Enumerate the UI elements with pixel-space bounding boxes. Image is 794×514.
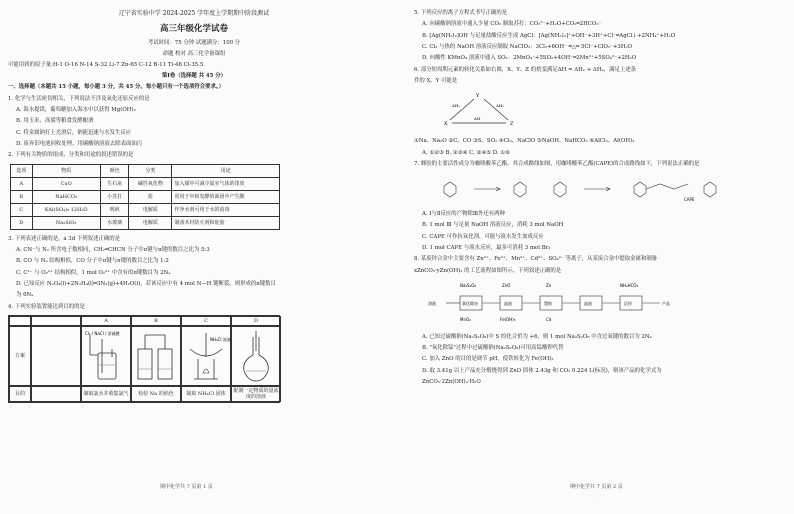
flow-step: 沉锌 — [624, 301, 632, 306]
table-cell: 制备木材防火剂和硅胶 — [172, 216, 280, 229]
q8-option-b: B. "氧化除锰"过程中过硫酸钠(Na₂S₂O₈)可用高锰酸钾代替 — [422, 345, 564, 352]
q3-option-b: B. CO 与 N₂ 结构相似，CO 分子中σ键与π键的数目之比为 1:2 — [16, 258, 169, 265]
q3-option-a: A. CN⁻与 N₂ 所含电子数相同，CH₂═CHCN 分子中σ键与π键的数目之比为 5:3 — [16, 247, 210, 254]
table-cell: 电解质 — [129, 203, 172, 216]
flow-reagent: Na₂S₂O₈ — [460, 283, 476, 288]
question-6: 6. 部分短周期元素的转化关系如右图，X、Y、Z 的焓变满足ΔH = ΔH₁ + ΔH₂，满足上述条 — [414, 66, 637, 73]
table-cell: KAl(SO₄)₂·12H₂O — [32, 203, 100, 216]
section-title: 第Ⅰ卷（选择题 共 45 分） — [161, 72, 227, 79]
flow-reagent: NH₄HCO₃ — [620, 283, 639, 288]
q1-option-b: B. 用玉米、高粱等粮食发酵酿酒 — [16, 118, 94, 125]
node-x: X — [444, 121, 448, 128]
table-cell: 盐 — [129, 190, 172, 203]
q1-option-d: D. 废弃旧电池回收处理，用碳酸钠溶液去除表面油污 — [16, 141, 143, 148]
exp-label-d: D — [231, 316, 281, 326]
enthalpy-cycle-diagram — [434, 89, 524, 129]
q8-option-d-cont: ZnCO₃·2Zn(OH)₂·H₂O — [422, 379, 481, 386]
flow-reagent: ZnO — [502, 283, 511, 288]
exp-purpose-label: 目的 — [9, 386, 31, 402]
exp-purpose-d: 配制一定物质的量浓度的溶液 — [231, 386, 281, 402]
q4-experiment-table — [8, 315, 280, 403]
exp-purpose-c: 制取 NH₄Cl 固体 — [181, 386, 231, 402]
cape-label: CAPE — [684, 197, 695, 203]
flow-step: 氧化除杂 — [462, 301, 478, 306]
exp-c-reagent: NH₄Cl 溶液 — [210, 337, 231, 343]
table-header: 分类 — [129, 164, 172, 177]
q5-option-d: D. 向酸性 KMnO₄ 溶液中通入 SO₂：2MnO₄⁻+5SO₂+4OH⁻═2Mn²⁺+5SO₄²⁻+2H₂O — [422, 55, 637, 62]
q8-option-a: A. 已知过硫酸钠(Na₂S₂O₈)中 S 的化合价为 +6，则 1 mol Na₂S₂O₈ 中含过氧键的数目为 2Nₐ — [422, 333, 652, 340]
dh-label: ΔH — [474, 116, 481, 122]
q3-option-c: C. C²⁻ 与 O₂²⁺ 结构相似，1 mol O₂²⁺ 中含有的π键数目为 2Nₐ — [16, 269, 171, 276]
table-header-row — [11, 164, 280, 177]
dh1-label: ΔH₁ — [452, 103, 460, 109]
q2-table — [10, 164, 280, 230]
question-5: 5. 下列反应的离子方程式书写正确的是 — [414, 10, 508, 16]
exp-label-b: B — [131, 316, 181, 326]
node-z: Z — [510, 121, 514, 128]
school-header: 辽宁省实验中学 2024-2025 学年度上学期期中阶段测试 — [118, 10, 270, 17]
table-cell: 生石灰 — [100, 177, 129, 190]
node-y: Y — [476, 93, 480, 100]
q5-option-c: C. Cl₂ 与热的 NaOH 溶液反应制取 NaClO₃：3Cl₂+6OH⁻ ═△═ 5Cl⁻+ClO₃⁻+3H₂O — [422, 44, 633, 51]
table-header: 颜色 — [100, 164, 129, 177]
scan-mark: · — [594, 498, 596, 504]
question-3: 3. 下列表述正确的是，a 3d 下列叙述正确的是 — [8, 235, 121, 242]
right-page-footer: 期中化学共 7 页第 2 页 — [570, 484, 623, 490]
table-row — [11, 190, 280, 203]
table-row — [11, 203, 280, 216]
question-8: 8. 某废锌合金中主要含有 Zn²⁺、Fe²⁺、Mn²⁺、Cd²⁺、SO₄²⁻ 等离子，从某废合金中提取金属和制备 — [414, 256, 658, 263]
table-cell: 明矾 — [100, 203, 129, 216]
exp-label-c: C — [181, 316, 231, 326]
left-page-footer: 期中化学共 7 页第 1 页 — [160, 484, 213, 490]
q6-triangle-diagram — [434, 89, 786, 132]
q7-synthesis-scheme — [434, 172, 786, 205]
exp-apparatus-a — [81, 326, 131, 386]
exp-apparatus-c — [181, 326, 231, 386]
table-cell: 小苏打 — [100, 190, 129, 203]
table-cell: 加入煤中可减少温室气体的排放 — [172, 177, 280, 190]
evaporating-dish-icon — [184, 329, 231, 383]
table-cell: C — [11, 203, 33, 216]
table-header: 物质 — [32, 164, 100, 177]
question-2: 2. 下列有关物质的组成、分类和用途的叙述错误的是 — [8, 152, 134, 159]
q1-option-a: A. 海水提镁，葡萄糖加入海水中以获得 Mg(OH)₂ — [16, 107, 136, 113]
table-cell: Na₂SiO₃ — [32, 216, 100, 229]
exp-label-a: A — [81, 316, 131, 326]
q8-option-d: D. 取 3.41g 以上产品充分煅烧得到 ZnO 固体 2.43g 和 CO₂ 0.224 L(标况)，则该产品的化学式为 — [422, 367, 662, 374]
q7-option-d: D. 1 mol CAPE 与溴水反应，最多可消耗 3 mol Br₂ — [422, 244, 551, 251]
question-7: 7. 蜂胶的主要活性成分为咖啡酸苯乙酯，其合成路线如图，用咖啡酸苯乙酯(CAPE)的合成路线如下，下列说法正确的是 — [414, 160, 700, 167]
exp-apparatus-b — [131, 326, 181, 386]
table-cell: B — [11, 190, 33, 203]
table-cell: 常用于中和发酵的面团中产生酸 — [172, 190, 280, 203]
molecule-structures-icon — [434, 172, 764, 202]
table-cell: 电解质 — [129, 216, 172, 229]
exp-row-label: 方案 — [9, 326, 31, 386]
q8-process-flow — [424, 279, 786, 328]
flow-step: 置换 — [544, 301, 552, 306]
table-cell: 碱性氧化物 — [129, 177, 172, 190]
flow-residue: MnO₂ — [460, 317, 471, 322]
flame-test-icon — [134, 329, 178, 383]
authors: 命题 校对 高三化学备课组 — [162, 50, 226, 57]
q7-option-c: C. CAPE 可作抗氧化剂，可能与溴水发生加成反应 — [422, 233, 544, 240]
question-1: 1. 化学与生活密切相关，下列说法不涉及氧化还原反应的是 — [8, 95, 150, 102]
flowchart-diagram — [424, 279, 724, 325]
table-header: 用途 — [172, 164, 280, 177]
question-6-cont: 件的 X、Y 可能是 — [414, 78, 458, 85]
section-instructions: 一、选择题（本题共 15 小题，每小题 3 分，共 45 分。每小题只有一个选项符合要求。） — [8, 84, 224, 91]
q5-option-a: A. 向碳酸钠溶液中通入少量 CO₂ 制取苏打：CO₃²⁻+H₂O+CO₂═2HCO₃⁻ — [422, 21, 602, 28]
q1-option-c: C. 将金属钠打上光滑后，钠能迅速与水发生反应 — [16, 129, 132, 136]
table-header: 选项 — [11, 164, 33, 177]
exam-title: 高三年级化学试卷 — [159, 23, 228, 34]
exp-a-reagent: Cl₂ / NaCl / 浓硫酸 — [85, 331, 120, 337]
q3-option-d: D. 已知反应 N₂O₄(l)+2N₂H₄(l)═3N₂(g)+4H₂O(l)，若该反应中有 4 mol N—H 键断裂，则形成的π键数目 — [16, 281, 276, 288]
q6-items: ①Na、Na₂O ②C、CO ③S、SO₂ ④Cl₂、NaClO ⑤NaOH、NaHCO₃ ⑥AlCl₃、Al(OH)₃ — [414, 138, 635, 145]
exp-purpose-b: 检验 Na 的焰色 — [131, 386, 181, 402]
flow-step: 溶液 — [428, 301, 436, 306]
table-cell: D — [11, 216, 33, 229]
exp-apparatus-d — [231, 326, 281, 386]
q5-option-b: B. [Ag(NH₃)₂]OH 与足量盐酸反应生成 AgCl：[Ag(NH₃)₂]⁺+OH⁻+3H⁺+Cl⁻═AgCl↓+2NH₄⁺+H₂O — [422, 32, 676, 39]
table-cell: NaHCO₃ — [32, 190, 100, 203]
flow-residue: Fe(OH)₃ — [500, 317, 516, 322]
q7-option-a: A. Ⅰ与Ⅱ反应的产物除Ⅲ外还有两种 — [422, 210, 505, 217]
q8-option-c: C. 加入 ZnO 的目的是调节 pH，使铁转化为 Fe(OH)₃ — [422, 356, 554, 363]
table-row — [11, 216, 280, 229]
flow-step: 产品 — [662, 301, 670, 306]
left-column — [8, 10, 380, 403]
dh2-label: ΔH₂ — [496, 103, 504, 109]
question-4: 4. 下列实验装置能达到目的的是 — [8, 303, 85, 310]
flow-step: 滤液 — [504, 301, 512, 306]
atomic-masses: 可能用到的原子量:H-1 O-16 N-14 S-32 Li-7 Zn-65 C-12 B-11 Ti-48 Cl-35.5 — [8, 61, 204, 68]
table-row — [11, 177, 280, 190]
volumetric-flask-icon — [234, 329, 278, 383]
table-cell: 作净水剂可用于水的消毒 — [172, 203, 280, 216]
q3-option-d-cont: 为 6Nₐ — [16, 292, 34, 299]
gas-washing-bottle-icon — [84, 329, 128, 383]
q6-options: A. ①②③ B. ②③④ C. ②④⑤ D. ①⑥ — [422, 149, 510, 156]
table-cell: A — [11, 177, 33, 190]
q7-option-b: B. 1 mol Ⅲ 与足量 NaOH 溶液反应，消耗 3 mol NaOH — [422, 222, 564, 229]
right-column — [414, 10, 786, 390]
question-8-cont: xZnCO₃·yZn(OH)₂ 的工艺流程如图所示，下列叙述正确的是 — [414, 267, 562, 274]
table-cell: 水玻璃 — [100, 216, 129, 229]
flow-step: 滤液 — [584, 301, 592, 306]
flow-reagent: Zn — [546, 283, 552, 288]
exam-info: 考试时间：75 分钟 试题满分：100 分 — [147, 40, 241, 47]
table-cell: CuO — [32, 177, 100, 190]
flow-residue: Cd — [546, 317, 552, 322]
exp-purpose-a: 制取氯水并收集氯气 — [81, 386, 131, 402]
